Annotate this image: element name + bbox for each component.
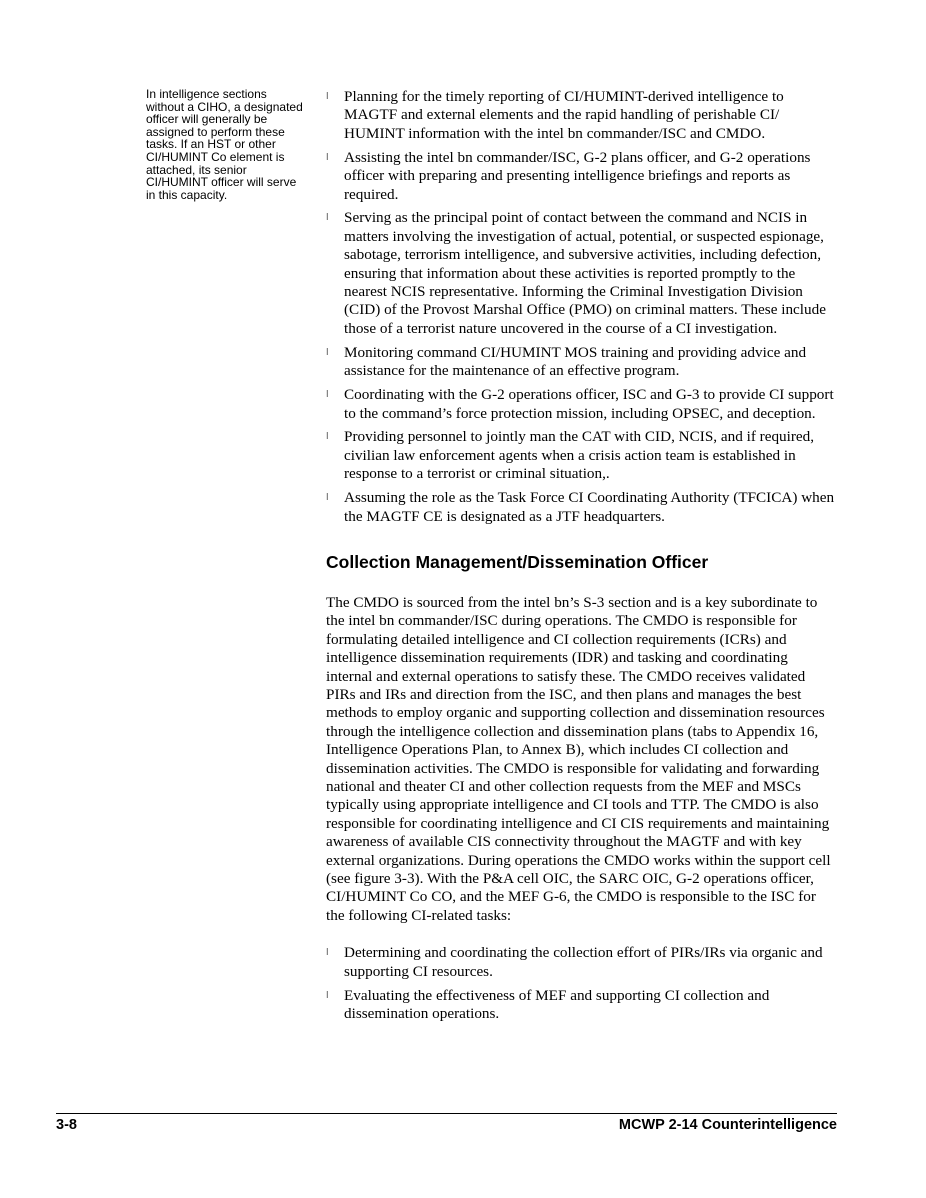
section-heading: Collection Management/Dissemination Officer [326,551,709,572]
bullet-marker: l [326,390,329,401]
bullet-marker: l [326,92,329,102]
list-item: l Serving as the principal point of contact between the command and NCIS in matters involving the investigation of actual, potential, or suspected espionage, sabotage, terrorism intelligence, and subversive activities, including defection, ensuring that information about these activities is reported promptly to the nearest NCIS representative. Informing the Criminal Investigation Division (CID) of the Provost Marshal Office (PMO) on criminal matters. These include those of a terrorist nature uncovered in the course of a CI investigation. [326,209,826,337]
list-item: l Assisting the intel bn commander/ISC, G-2 plans officer, and G-2 operations officer with preparing and presenting intelligence briefings and reports as required. [326,148,811,203]
margin-note: In intelligence sections without a CIHO, a designated officer will generally be assigned to perform these tasks. If an HST or other CI/HUMINT Co element is attached, its senior CI/HUMINT officer will serve in this capacity. [146,87,303,202]
body-paragraph: The CMDO is sourced from the intel bn’s S-3 section and is a key subordinate to the intel bn commander/ISC during operations. The CMDO is responsible for formulating detailed intelligence and CI collection requirements (ICRs) and intelligence dissemination requirements (IDR) and tasking and coordinating internal and external operations to satisfy these. The CMDO receives validated PIRs and IRs and direction from the ISC, and then plans and manages the best methods to employ organic and supporting collection and dissemination resources through the intelligence collection and dissemination plans (tabs to Appendix 16, Intelligence Operations Plan, to Annex B), which includes CI collection and dissemination activities. The CMDO is responsible for validating and forwarding national and theater CI and other collection requests from the MEF and MSCs typically using appropriate intelligence and CI tools and TTP. The CMDO is also responsible for coordinating intelligence and CI CIS requirements and maintaining awareness of available CIS connectivity throughout the MAGTF and with key external organizations. During operations the CMDO works within the support cell (see figure 3-3). With the P&A cell OIC, the SARC OIC, G-2 operations officer, CI/HUMINT Co CO, and the MEF G-6, the CMDO is responsible to the ISC for the following CI-related tasks: [326,593,831,924]
footer-rule [56,1113,837,1114]
bullet-marker: l [326,432,329,443]
task-list-top [326,88,836,526]
list-item: l Determining and coordinating the collection effort of PIRs/IRs via organic and supporting CI resources. [326,944,823,980]
bullet-marker: l [326,152,329,163]
main-column [326,88,836,1029]
list-item: l Coordinating with the G-2 operations officer, ISC and G-3 to provide CI support to the command’s force protection mission, including OPSEC, and deception. [326,386,834,422]
list-item: l Monitoring command CI/HUMINT MOS training and providing advice and assistance for the maintenance of an effective program. [326,343,807,380]
list-item: l Providing personnel to jointly man the CAT with CID, NCIS, and if required, civilian law enforcement agents when a crisis action team is established in response to a terrorist or criminal situation,. [326,428,815,483]
list-item: l Evaluating the effectiveness of MEF and supporting CI collection and dissemination operations. [326,986,770,1022]
bullet-marker: l [326,990,329,1001]
bullet-marker: l [326,493,329,504]
publication-title: MCWP 2-14 Counterintelligence [618,1117,837,1133]
task-list-bottom [326,944,836,1023]
bullet-marker: l [326,347,329,358]
list-item: l Planning for the timely reporting of CI/HUMINT-derived intelligence to MAGTF and external elements and the rapid handling of perishable CI/ HUMINT information with the intel bn commander/ISC and CMDO. [326,88,784,142]
list-item: l Assuming the role as the Task Force CI Coordinating Authority (TFCICA) when the MAGTF CE is designated as a JTF headquarters. [326,489,835,525]
page-number: 3-8 [56,1117,77,1133]
bullet-marker: l [326,213,329,224]
bullet-marker: l [326,948,329,959]
